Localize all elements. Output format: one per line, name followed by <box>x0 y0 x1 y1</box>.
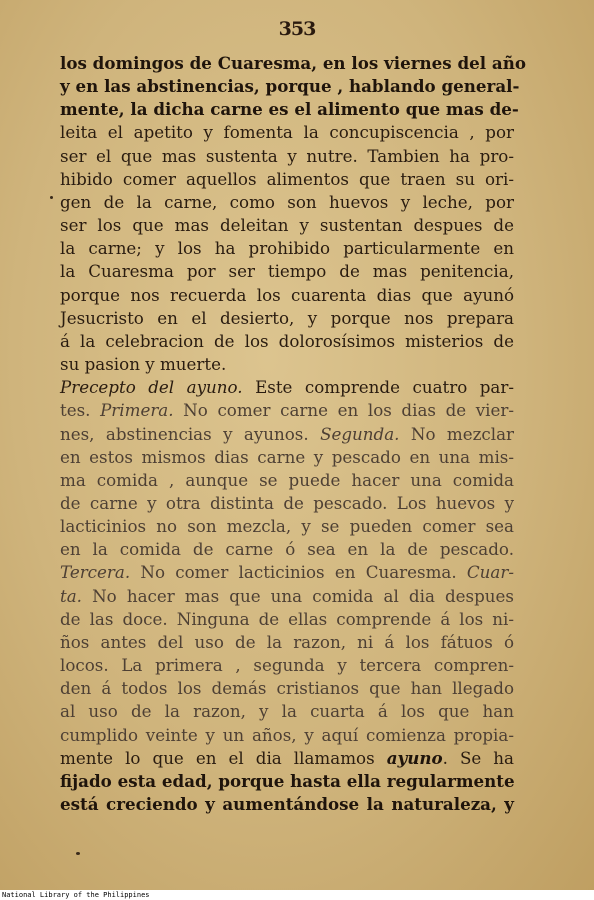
text-segment: ños antes del uso de la razon, ni á los fátuos ó <box>60 631 514 652</box>
text-segment: hibido comer aquellos alimentos que traen su ori- <box>60 168 514 189</box>
text-segment: cumplido veinte y un años, y aquí comienza propia- <box>60 724 514 745</box>
text-segment: á la celebracion de los dolorosísimos misterios de <box>60 330 514 351</box>
text-line <box>60 654 514 677</box>
text-line <box>60 793 514 816</box>
text-segment: No mezclar <box>399 423 515 444</box>
text-segment: No comer carne en los dias de vier- <box>173 400 514 421</box>
text-segment: está creciendo y aumentándose la naturaleza, y <box>60 794 514 814</box>
text-line <box>60 446 514 469</box>
text-segment: en estos mismos dias carne y pescado en una mis- <box>60 446 514 467</box>
text-segment: Cuar- <box>466 562 514 583</box>
text-line <box>60 75 520 98</box>
text-line <box>60 608 514 631</box>
text-segment: al uso de la razon, y la cuarta á los que han <box>60 701 514 722</box>
text-line <box>60 515 514 538</box>
text-line <box>60 469 514 492</box>
text-segment: y en las abstinencias, porque , hablando general- <box>60 76 520 97</box>
text-segment: mente lo que en el dia llamamos <box>60 747 387 768</box>
text-segment: mente, la dicha carne es el alimento que mas de- <box>60 99 519 120</box>
text-segment: ser los que mas deleitan y sustentan despues de <box>60 215 514 236</box>
page-number: 353 <box>278 18 316 40</box>
text-segment: porque nos recuerda los cuarenta dias que ayunó <box>60 284 514 305</box>
ink-spot <box>50 196 53 199</box>
text-line <box>60 724 514 747</box>
library-credit: National Library of the Philippines <box>2 891 150 899</box>
text-segment: su pasion y muerte. <box>60 354 227 375</box>
text-segment: Primera. <box>100 400 174 421</box>
text-segment: ta. <box>60 585 82 606</box>
text-line <box>60 492 514 515</box>
text-segment: de las doce. Ninguna de ellas comprende á los ni- <box>60 608 514 629</box>
text-segment: No comer lacticinios en Cuaresma. <box>130 562 467 583</box>
text-segment: ser el que mas sustenta y nutre. Tambien ha pro- <box>60 145 514 166</box>
text-segment: Este comprende cuatro par- <box>242 377 515 398</box>
text-line <box>60 260 514 283</box>
text-line <box>60 214 514 237</box>
text-segment: tes. <box>60 400 101 421</box>
text-segment: de carne y otra distinta de pescado. Los huevos y <box>60 492 514 513</box>
text-segment: Precepto del ayuno. <box>60 377 243 398</box>
text-segment: lacticinios no son mezcla, y se pueden comer sea <box>60 516 514 537</box>
text-segment: la carne; y los ha prohibido particularmente en <box>60 238 514 259</box>
text-line <box>60 538 514 561</box>
text-segment: en la comida de carne ó sea en la de pescado. <box>60 539 514 560</box>
text-line <box>60 585 514 608</box>
text-line <box>60 376 514 399</box>
text-line <box>60 353 514 376</box>
text-line <box>60 747 514 770</box>
text-segment: los domingos de Cuaresma, en los viernes del año <box>60 53 526 73</box>
text-segment: fijado esta edad, porque hasta ella regularmente <box>60 770 515 791</box>
text-line <box>60 677 514 700</box>
text-segment: . Se ha <box>442 747 514 768</box>
text-line <box>60 145 514 168</box>
text-line <box>60 399 514 422</box>
text-segment: nes, abstinencias y ayunos. <box>60 423 321 444</box>
text-line <box>60 423 514 446</box>
ink-spot <box>76 852 80 855</box>
text-line <box>60 237 514 260</box>
text-segment: leita el apetito y fomenta la concupiscencia , por <box>60 122 514 143</box>
body-text <box>60 52 526 816</box>
text-line <box>60 284 514 307</box>
text-segment: ayuno <box>386 747 443 768</box>
text-segment: No hacer mas que una comida al dia despues <box>81 585 514 606</box>
text-line <box>60 770 514 793</box>
text-line <box>60 330 514 353</box>
text-segment: Segunda. <box>320 423 400 444</box>
text-segment: Jesucristo en el desierto, y porque nos prepara <box>60 307 514 328</box>
text-line <box>60 631 514 654</box>
text-line <box>60 52 526 75</box>
text-segment: den á todos los demás cristianos que han llegado <box>60 678 514 699</box>
text-segment: locos. La primera , segunda y tercera compren- <box>60 655 514 676</box>
text-segment: la Cuaresma por ser tiempo de mas penitencia, <box>60 261 514 282</box>
text-line <box>60 191 514 214</box>
text-line <box>60 307 514 330</box>
text-segment: Tercera. <box>60 562 131 583</box>
text-line <box>60 98 519 121</box>
text-line <box>60 121 514 144</box>
text-line <box>60 168 514 191</box>
text-line <box>60 561 514 584</box>
text-segment: ma comida , aunque se puede hacer una comida <box>60 469 514 490</box>
text-segment: gen de la carne, como son huevos y leche, por <box>60 191 514 212</box>
text-line <box>60 700 514 723</box>
